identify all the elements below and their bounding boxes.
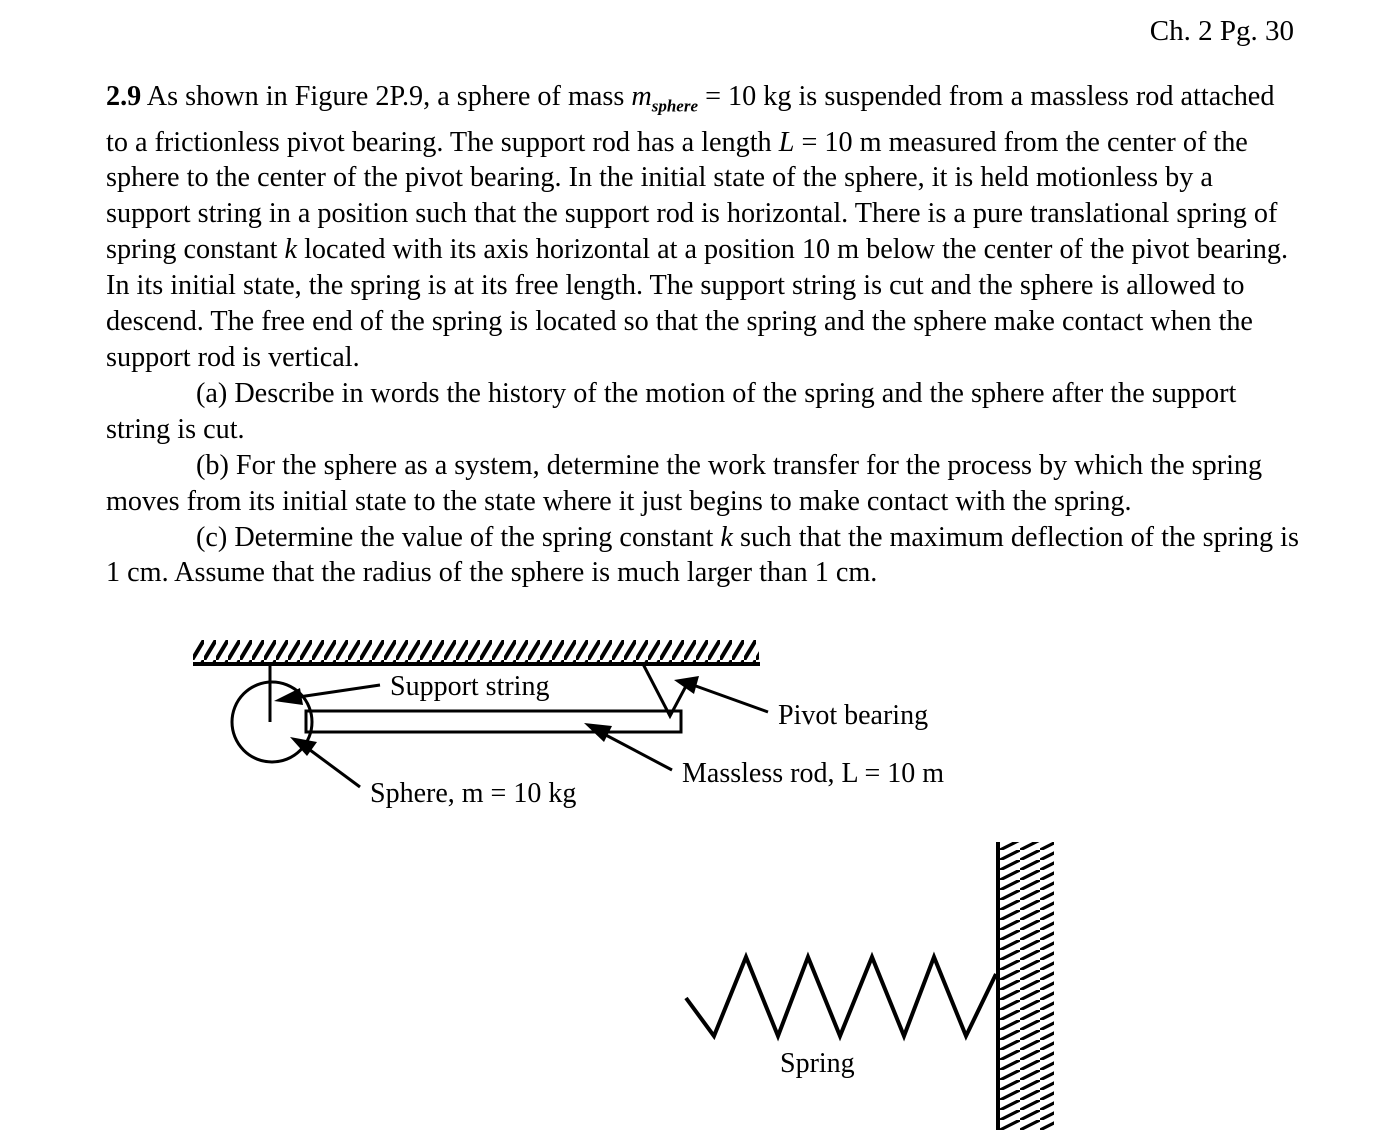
intro-continued: = 10 kg is suspended from a massless rod attached to a frictionless pivot bearing. The support rod has a length <box>106 81 1275 158</box>
part-b: (b) For the sphere as a system, determine the work transfer for the process by which the spring moves from its initial state to the state where it just begins to make contact with the spring. <box>106 449 1263 517</box>
pivot-bearing-leader <box>693 685 768 712</box>
spring-constant-symbol: k <box>284 234 298 266</box>
ceiling-hatch <box>193 640 759 662</box>
part-a: (a) Describe in words the history of the motion of the spring and the sphere after the support string is cut. <box>106 377 1237 445</box>
intro-text: As shown in Figure 2P.9, a sphere of mass <box>141 81 632 112</box>
body-text-continued: located with its axis horizontal at a position 10 m below the center of the pivot bearing. In its initial state, the spring is at its free length. The support string is cut and the sphere is allowed to descend. The free end of the spring is located so that the spring and the sphere make contact when the support rod is vertical. <box>106 234 1289 373</box>
problem-number: 2.9 <box>106 81 142 112</box>
spring <box>686 957 996 1036</box>
pivot-bearing-label: Pivot bearing <box>778 700 929 731</box>
ceiling <box>193 640 760 664</box>
support-string-label: Support string <box>390 671 550 702</box>
mass-subscript: sphere <box>651 96 699 116</box>
sphere-label: Sphere, m = 10 kg <box>370 778 577 809</box>
support-string-leader <box>292 685 380 698</box>
sphere-leader <box>306 747 360 787</box>
wall-hatch <box>998 842 1054 1130</box>
part-c-k-symbol: k <box>720 521 733 553</box>
pivot-bearing <box>643 664 686 716</box>
part-c-text: (c) Determine the value of the spring constant <box>196 521 721 553</box>
spring-label: Spring <box>780 1048 855 1079</box>
length-symbol: L <box>778 126 795 158</box>
mass-symbol: m <box>631 81 652 112</box>
wall <box>998 842 1054 1130</box>
body-text: = 10 m measured from the center of the sphere to the center of the pivot bearing. In the initial state of the sphere, it is held motionless by a support string in a position such that the support rod is horizontal. There is a pure translational spring of spring constant <box>106 126 1278 266</box>
page-number-header: Ch. 2 Pg. 30 <box>1149 15 1294 47</box>
support-string-arrowhead <box>274 688 303 705</box>
part-c-text-continued: such that the maximum deflection of the spring is 1 cm. Assume that the radius of the sphere is much larger than 1 cm. <box>106 521 1299 589</box>
massless-rod-leader <box>602 733 672 770</box>
pivot-bearing-arrowhead <box>674 676 699 694</box>
massless-rod-label: Massless rod, L = 10 m <box>682 758 945 789</box>
massless-rod <box>306 711 681 732</box>
